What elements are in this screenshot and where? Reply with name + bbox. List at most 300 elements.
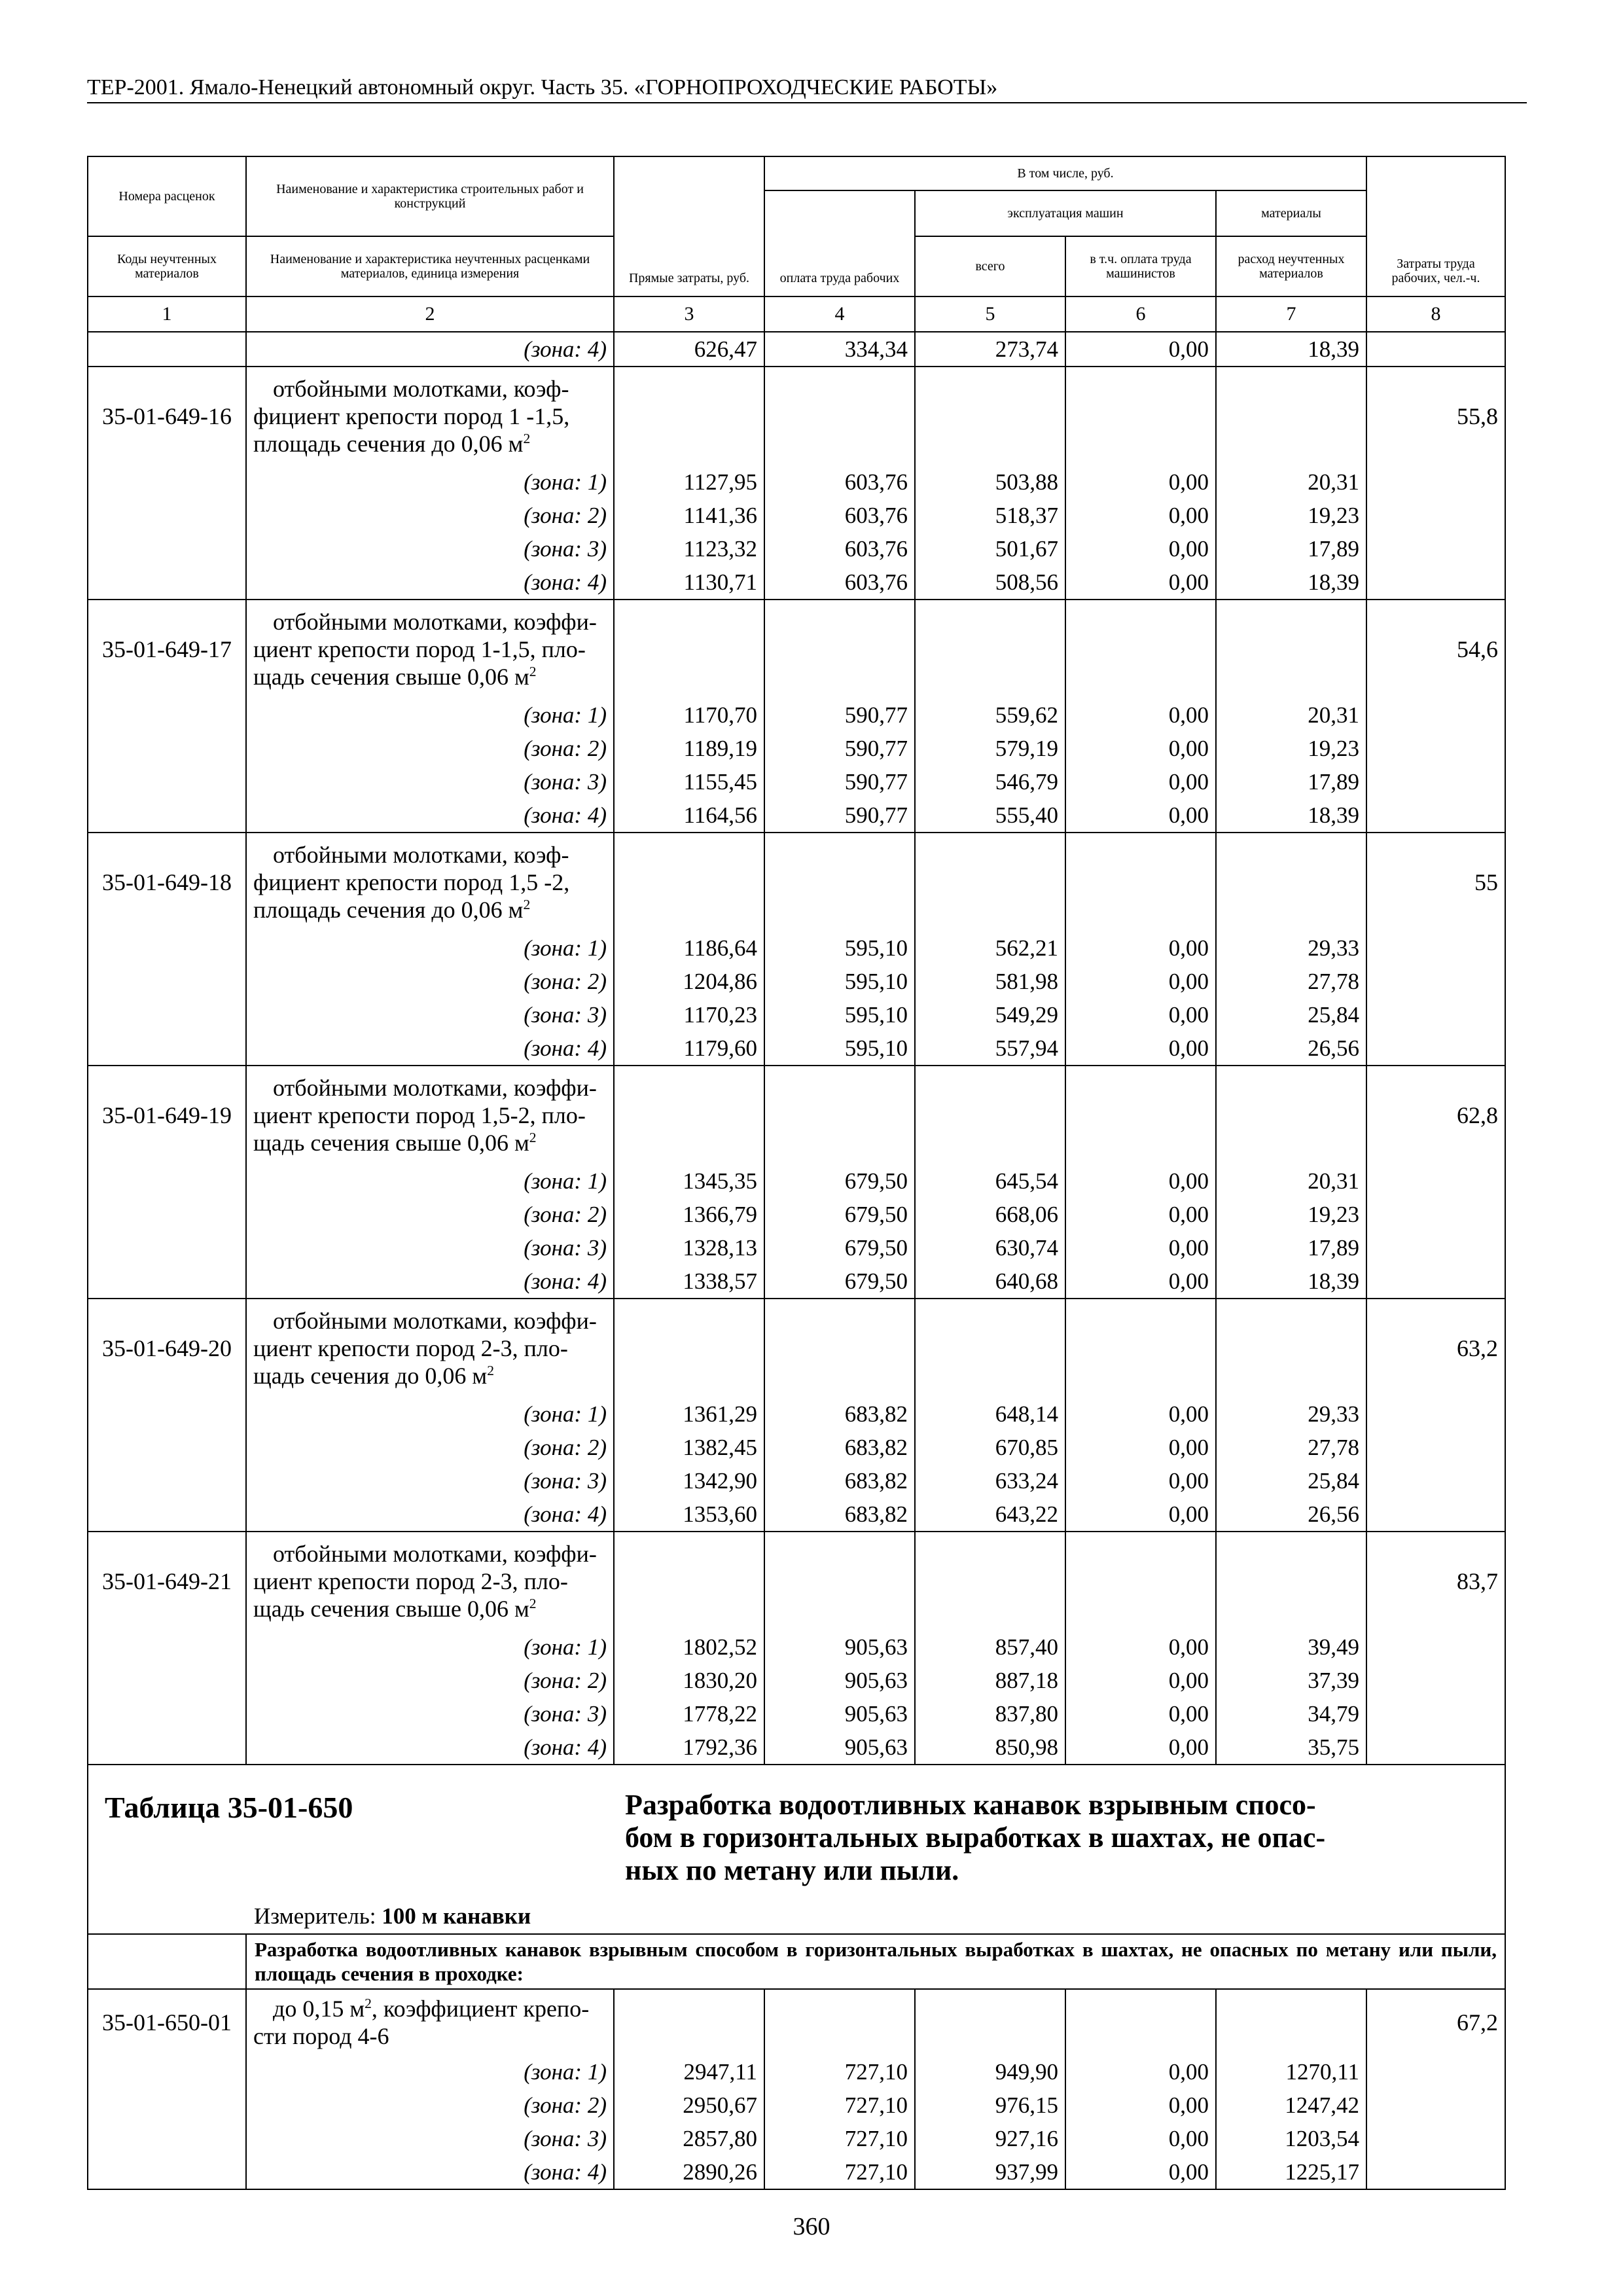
direct-cost: 1366,79: [614, 1198, 764, 1231]
description-line: щадь сечения до 0,06 $м^2$: [253, 1363, 495, 1389]
zone-label: (зона: 4): [246, 1731, 614, 1765]
col-machines: эксплуатация машин: [915, 190, 1216, 236]
empty-cell: [764, 833, 915, 931]
machines-total: 927,16: [915, 2122, 1065, 2155]
empty-cell: [1065, 1532, 1216, 1630]
empty-cell: [764, 1532, 915, 1630]
zone-label: (зона: 1): [246, 698, 614, 732]
direct-cost: 2857,80: [614, 2122, 764, 2155]
zone-label: (зона: 2): [246, 965, 614, 998]
empty-cell: [1366, 732, 1505, 765]
description-line: отбойными молотками, коэффи-: [273, 1541, 597, 1567]
zone-label: (зона: 3): [246, 532, 614, 565]
empty-cell: [614, 833, 764, 931]
zone-label: (зона: 1): [246, 931, 614, 965]
materials: 25,84: [1216, 1464, 1366, 1498]
superscript: 2: [523, 431, 531, 447]
labor-pay: 905,63: [764, 1731, 915, 1765]
machines-total: 640,68: [915, 1265, 1065, 1299]
empty-cell: [88, 1464, 246, 1498]
empty-cell: [1366, 798, 1505, 833]
machines-total: 668,06: [915, 1198, 1065, 1231]
superscript: 2: [529, 1596, 537, 1612]
empty-cell: [1366, 1198, 1505, 1231]
empty-cell: [1366, 1664, 1505, 1697]
materials: 18,39: [1216, 565, 1366, 600]
empty-cell: [1065, 833, 1216, 931]
empty-cell: [1065, 600, 1216, 698]
table-title-row: [88, 1765, 1505, 1899]
empty-cell: [88, 998, 246, 1031]
empty-cell: [764, 1066, 915, 1164]
zone-label: (зона: 4): [246, 332, 614, 367]
machine-operators-pay: 0,00: [1065, 2155, 1216, 2189]
empty-cell: [88, 1164, 246, 1198]
materials: 29,33: [1216, 931, 1366, 965]
measure-unit: [246, 1899, 1505, 1934]
machine-operators-pay: 0,00: [1065, 532, 1216, 565]
materials: 17,89: [1216, 765, 1366, 798]
zone-row: [88, 1164, 1505, 1198]
labor-pay: 727,10: [764, 2155, 915, 2189]
zone-label: (зона: 4): [246, 2155, 614, 2189]
page-number: 360: [793, 2213, 830, 2240]
labor-pay: 679,50: [764, 1198, 915, 1231]
labor-pay: 595,10: [764, 965, 915, 998]
col-materials-sub: расход неучтенных материалов: [1216, 236, 1366, 296]
direct-cost: 1141,36: [614, 499, 764, 532]
empty-cell: [1366, 1697, 1505, 1731]
empty-cell: [88, 1731, 246, 1765]
empty-cell: [1366, 965, 1505, 998]
rate-code: 35-01-650-01: [88, 1989, 246, 2055]
empty-cell: [1366, 931, 1505, 965]
empty-cell: [1366, 998, 1505, 1031]
zone-row: [88, 1464, 1505, 1498]
machine-operators-pay: 0,00: [1065, 1265, 1216, 1299]
col-num: 1: [88, 296, 246, 332]
zone-row: [88, 1664, 1505, 1697]
col-num: 8: [1366, 296, 1505, 332]
empty-cell: [88, 2055, 246, 2089]
rate-code: 35-01-649-20: [88, 1299, 246, 1397]
empty-cell: [1366, 1031, 1505, 1066]
zone-label: (зона: 1): [246, 465, 614, 499]
empty-cell: [614, 1299, 764, 1397]
empty-cell: [1366, 465, 1505, 499]
zone-label: (зона: 2): [246, 2089, 614, 2122]
col-labor-cost: Затраты труда рабочих, чел.-ч.: [1366, 156, 1505, 296]
direct-cost: 1179,60: [614, 1031, 764, 1066]
zone-label: (зона: 2): [246, 1431, 614, 1464]
zone-row: [88, 532, 1505, 565]
zone-row: [88, 1498, 1505, 1532]
rate-code: 35-01-649-18: [88, 833, 246, 931]
labor-cost: 54,6: [1366, 600, 1505, 698]
zone-label: (зона: 2): [246, 1198, 614, 1231]
description-line: отбойными молотками, коэф-: [273, 842, 569, 868]
machine-operators-pay: 0,00: [1065, 1664, 1216, 1697]
machines-total: 581,98: [915, 965, 1065, 998]
empty-cell: [1366, 1265, 1505, 1299]
materials: 37,39: [1216, 1664, 1366, 1697]
description-line: фициент крепости пород 1 -1,5,: [253, 403, 570, 429]
col-code-top: Номера расценок: [88, 156, 246, 236]
machine-operators-pay: 0,00: [1065, 965, 1216, 998]
labor-pay: 905,63: [764, 1664, 915, 1697]
machines-total: 837,80: [915, 1697, 1065, 1731]
zone-row: [88, 2089, 1505, 2122]
zone-label: (зона: 1): [246, 2055, 614, 2089]
empty-cell: [915, 1066, 1065, 1164]
rate-code: 35-01-649-16: [88, 367, 246, 465]
machines-total: 949,90: [915, 2055, 1065, 2089]
labor-pay: 727,10: [764, 2055, 915, 2089]
table-name-line: бом в горизонтальных выработках в шахтах, не опас-: [625, 1821, 1326, 1854]
direct-cost: 2950,67: [614, 2089, 764, 2122]
zone-row: [88, 1731, 1505, 1765]
col-num: 7: [1216, 296, 1366, 332]
col-num: 6: [1065, 296, 1216, 332]
empty-cell: [1366, 765, 1505, 798]
direct-cost: 2890,26: [614, 2155, 764, 2189]
zone-row: [88, 965, 1505, 998]
direct-cost: 1778,22: [614, 1697, 764, 1731]
zone-label: (зона: 3): [246, 2122, 614, 2155]
machine-operators-pay: 0,00: [1065, 798, 1216, 833]
direct-cost: 1830,20: [614, 1664, 764, 1697]
zone-label: (зона: 3): [246, 1464, 614, 1498]
description-line: отбойными молотками, коэффи-: [273, 1075, 597, 1101]
empty-cell: [1065, 1989, 1216, 2055]
description-line: до 0,15 м: [273, 1996, 365, 2022]
materials: 20,31: [1216, 1164, 1366, 1198]
materials: 19,23: [1216, 732, 1366, 765]
machine-operators-pay: 0,00: [1065, 732, 1216, 765]
col-mach-total: всего: [915, 236, 1065, 296]
description-line: площадь сечения до 0,06 $м^2$: [253, 897, 531, 923]
machines-total: 887,18: [915, 1664, 1065, 1697]
empty-cell: [915, 600, 1065, 698]
empty-cell: [88, 532, 246, 565]
rate-description: [246, 833, 614, 931]
empty-cell: [614, 367, 764, 465]
zone-row: [88, 499, 1505, 532]
col-mach-operators: в т.ч. оплата труда машинистов: [1065, 236, 1216, 296]
zone-row: [88, 2122, 1505, 2155]
empty-cell: [88, 1498, 246, 1532]
rate-block-header: [88, 1299, 1505, 1397]
zone-label: (зона: 1): [246, 1630, 614, 1664]
empty-cell: [88, 565, 246, 600]
materials: 1270,11: [1216, 2055, 1366, 2089]
empty-cell: [915, 1299, 1065, 1397]
direct-cost: 1186,64: [614, 931, 764, 965]
zone-row: [88, 765, 1505, 798]
rate-description: [246, 600, 614, 698]
empty-cell: [1216, 367, 1366, 465]
zone-label: (зона: 2): [246, 732, 614, 765]
col-labor: оплата труда рабочих: [764, 190, 915, 296]
empty-cell: [1366, 1630, 1505, 1664]
machine-operators-pay: 0,00: [1065, 698, 1216, 732]
zone-row: [88, 1630, 1505, 1664]
empty-cell: [88, 965, 246, 998]
machines-total: 648,14: [915, 1397, 1065, 1431]
rate-description: [246, 1532, 614, 1630]
description-line: щадь сечения свыше 0,06 $м^2$: [253, 1130, 537, 1156]
labor-pay: 905,63: [764, 1630, 915, 1664]
machines-total: 503,88: [915, 465, 1065, 499]
empty-cell: [1366, 2122, 1505, 2155]
direct-cost: 1164,56: [614, 798, 764, 833]
rate-code: 35-01-649-17: [88, 600, 246, 698]
direct-cost: 1342,90: [614, 1464, 764, 1498]
zone-label: (зона: 4): [246, 1498, 614, 1532]
machine-operators-pay: 0,00: [1065, 1231, 1216, 1265]
zone-label: (зона: 4): [246, 798, 614, 833]
direct-cost: 1204,86: [614, 965, 764, 998]
superscript: 2: [529, 1130, 537, 1146]
machine-operators-pay: 0,00: [1065, 1031, 1216, 1066]
materials: 35,75: [1216, 1731, 1366, 1765]
zone-row: [88, 2155, 1505, 2189]
col-num: 3: [614, 296, 764, 332]
zone-row: [88, 698, 1505, 732]
zone-label: (зона: 1): [246, 1397, 614, 1431]
direct-cost: 1802,52: [614, 1630, 764, 1664]
machine-operators-pay: 0,00: [1065, 1731, 1216, 1765]
zone-row: [88, 732, 1505, 765]
direct-cost: 1127,95: [614, 465, 764, 499]
machine-operators-pay: 0,00: [1065, 998, 1216, 1031]
col-name-top: Наименование и характеристика строительных работ и конструкций: [246, 156, 614, 236]
empty-cell: [1366, 532, 1505, 565]
empty-cell: [88, 1031, 246, 1066]
direct-cost: 1170,23: [614, 998, 764, 1031]
labor-pay: 590,77: [764, 732, 915, 765]
labor-pay: 727,10: [764, 2089, 915, 2122]
labor-pay: 603,76: [764, 499, 915, 532]
measure-value: 100 м канавки: [382, 1903, 531, 1929]
machines-total: 518,37: [915, 499, 1065, 532]
zone-row: [88, 1397, 1505, 1431]
empty-cell: [88, 732, 246, 765]
materials: 18,39: [1216, 798, 1366, 833]
machine-operators-pay: 0,00: [1065, 931, 1216, 965]
labor-pay: 603,76: [764, 565, 915, 600]
direct-cost: 1382,45: [614, 1431, 764, 1464]
materials: 18,39: [1216, 1265, 1366, 1299]
empty-cell: [614, 1066, 764, 1164]
direct-cost: 1155,45: [614, 765, 764, 798]
materials: 27,78: [1216, 965, 1366, 998]
machines-total: 579,19: [915, 732, 1065, 765]
rate-description: [246, 1989, 614, 2055]
materials: 19,23: [1216, 499, 1366, 532]
empty-cell: [1366, 1731, 1505, 1765]
empty-cell: [1216, 1066, 1366, 1164]
rate-code: 35-01-649-19: [88, 1066, 246, 1164]
description-line: отбойными молотками, коэф-: [273, 376, 569, 402]
empty-cell: [764, 1989, 915, 2055]
zone-row: [88, 798, 1505, 833]
labor-pay: 595,10: [764, 1031, 915, 1066]
rate-block-header: [88, 1989, 1505, 2055]
machines-total: 555,40: [915, 798, 1065, 833]
description-line: циент крепости пород 1-1,5, пло-: [253, 636, 586, 662]
labor-pay: 683,82: [764, 1498, 915, 1532]
machines-total: 630,74: [915, 1231, 1065, 1265]
labor-cost: 55: [1366, 833, 1505, 931]
empty-cell: [88, 1664, 246, 1697]
empty-cell: [764, 600, 915, 698]
machine-operators-pay: 0,00: [1065, 1697, 1216, 1731]
col-num: 5: [915, 296, 1065, 332]
labor-pay: 603,76: [764, 465, 915, 499]
direct-cost: 626,47: [614, 332, 764, 367]
zone-label: (зона: 2): [246, 499, 614, 532]
empty-cell: [1366, 1164, 1505, 1198]
rate-description: [246, 1299, 614, 1397]
zone-label: (зона: 4): [246, 565, 614, 600]
section-heading-row: [88, 1934, 1505, 1989]
materials: 1225,17: [1216, 2155, 1366, 2189]
empty-cell: [764, 367, 915, 465]
machine-operators-pay: 0,00: [1065, 332, 1216, 367]
description-line: отбойными молотками, коэффи-: [273, 1308, 597, 1334]
rate-code: 35-01-649-21: [88, 1532, 246, 1630]
labor-pay: 595,10: [764, 998, 915, 1031]
empty-cell: [1065, 1299, 1216, 1397]
measure-row: [88, 1899, 1505, 1934]
empty-cell: [88, 499, 246, 532]
labor-pay: 590,77: [764, 698, 915, 732]
direct-cost: 2947,11: [614, 2055, 764, 2089]
table-name-line: Разработка водоотливных канавок взрывным спосо-: [625, 1789, 1316, 1821]
empty-cell: [1216, 1532, 1366, 1630]
zone-row: [88, 1231, 1505, 1265]
zone-row: [88, 1431, 1505, 1464]
labor-cost: 55,8: [1366, 367, 1505, 465]
machines-total: 976,15: [915, 2089, 1065, 2122]
running-header: ТЕР-2001. Ямало-Ненецкий автономный округ. Часть 35. «ГОРНОПРОХОДЧЕСКИЕ РАБОТЫ»: [87, 73, 1527, 103]
materials: 39,49: [1216, 1630, 1366, 1664]
table-label: Таблица 35-01-650: [105, 1791, 353, 1824]
materials: 26,56: [1216, 1498, 1366, 1532]
direct-cost: 1170,70: [614, 698, 764, 732]
empty-cell: [1366, 2089, 1505, 2122]
superscript: 2: [529, 664, 537, 680]
empty-cell: [1366, 1431, 1505, 1464]
direct-cost: 1338,57: [614, 1265, 764, 1299]
machines-total: 508,56: [915, 565, 1065, 600]
rate-description: [246, 367, 614, 465]
description-line: , коэффициент крепо-: [371, 1996, 590, 2022]
zone-label: (зона: 3): [246, 998, 614, 1031]
machines-total: 643,22: [915, 1498, 1065, 1532]
empty-cell: [915, 1532, 1065, 1630]
measure-prefix: Измеритель:: [254, 1903, 382, 1929]
zone-row: [88, 931, 1505, 965]
empty-cell: [88, 2089, 246, 2122]
machines-total: 562,21: [915, 931, 1065, 965]
empty-cell: [88, 1899, 246, 1934]
description-line: циент крепости пород 2-3, пло-: [253, 1335, 568, 1361]
machine-operators-pay: 0,00: [1065, 1464, 1216, 1498]
column-numbers-row: [88, 296, 1505, 332]
zone-label: (зона: 4): [246, 1265, 614, 1299]
labor-pay: 905,63: [764, 1697, 915, 1731]
machine-operators-pay: 0,00: [1065, 1198, 1216, 1231]
labor-pay: 683,82: [764, 1431, 915, 1464]
machines-total: 937,99: [915, 2155, 1065, 2189]
materials: 18,39: [1216, 332, 1366, 367]
description-line: циент крепости пород 2-3, пло-: [253, 1568, 568, 1594]
empty-cell: [1366, 2155, 1505, 2189]
materials: 20,31: [1216, 698, 1366, 732]
materials: 29,33: [1216, 1397, 1366, 1431]
empty-cell: [88, 765, 246, 798]
materials: 1247,42: [1216, 2089, 1366, 2122]
labor-cost: 67,2: [1366, 1989, 1505, 2055]
empty-cell: [1216, 600, 1366, 698]
materials: 17,89: [1216, 1231, 1366, 1265]
machine-operators-pay: 0,00: [1065, 465, 1216, 499]
direct-cost: 1792,36: [614, 1731, 764, 1765]
description-line: сти пород 4-6: [253, 2023, 389, 2049]
section-heading: Разработка водоотливных канавок взрывным способом в горизонтальных выработках в шахтах, не опасных по метану или пыли, площадь сечения в проходке:: [246, 1934, 1505, 1989]
machine-operators-pay: 0,00: [1065, 1164, 1216, 1198]
zone-label: (зона: 1): [246, 1164, 614, 1198]
description-line: циент крепости пород 1,5-2, пло-: [253, 1102, 586, 1128]
rate-block-header: [88, 1066, 1505, 1164]
empty-cell: [1366, 1397, 1505, 1431]
direct-cost: 1189,19: [614, 732, 764, 765]
zone-row: [88, 565, 1505, 600]
rate-block-header: [88, 600, 1505, 698]
machines-total: 645,54: [915, 1164, 1065, 1198]
empty-cell: [1065, 1066, 1216, 1164]
direct-cost: 1345,35: [614, 1164, 764, 1198]
superscript: 2: [365, 1996, 372, 2012]
labor-pay: 679,50: [764, 1164, 915, 1198]
empty-cell: [1366, 2055, 1505, 2089]
labor-pay: 590,77: [764, 765, 915, 798]
labor-pay: 595,10: [764, 931, 915, 965]
labor-cost: 63,2: [1366, 1299, 1505, 1397]
labor-pay: 334,34: [764, 332, 915, 367]
labor-cost: 83,7: [1366, 1532, 1505, 1630]
empty-cell: [88, 1697, 246, 1731]
description-line: отбойными молотками, коэффи-: [273, 609, 597, 635]
labor-pay: 683,82: [764, 1397, 915, 1431]
machine-operators-pay: 0,00: [1065, 1498, 1216, 1532]
empty-cell: [88, 1934, 246, 1989]
machine-operators-pay: 0,00: [1065, 1630, 1216, 1664]
materials: 34,79: [1216, 1697, 1366, 1731]
labor-pay: 679,50: [764, 1265, 915, 1299]
table-name: [625, 1789, 1495, 1887]
empty-cell: [915, 833, 1065, 931]
empty-cell: [1366, 698, 1505, 732]
labor-pay: 727,10: [764, 2122, 915, 2155]
zone-label: (зона: 4): [246, 1031, 614, 1066]
machine-operators-pay: 0,00: [1065, 2122, 1216, 2155]
empty-cell: [88, 1397, 246, 1431]
table-title: [88, 1765, 1505, 1899]
rate-block-header: [88, 367, 1505, 465]
